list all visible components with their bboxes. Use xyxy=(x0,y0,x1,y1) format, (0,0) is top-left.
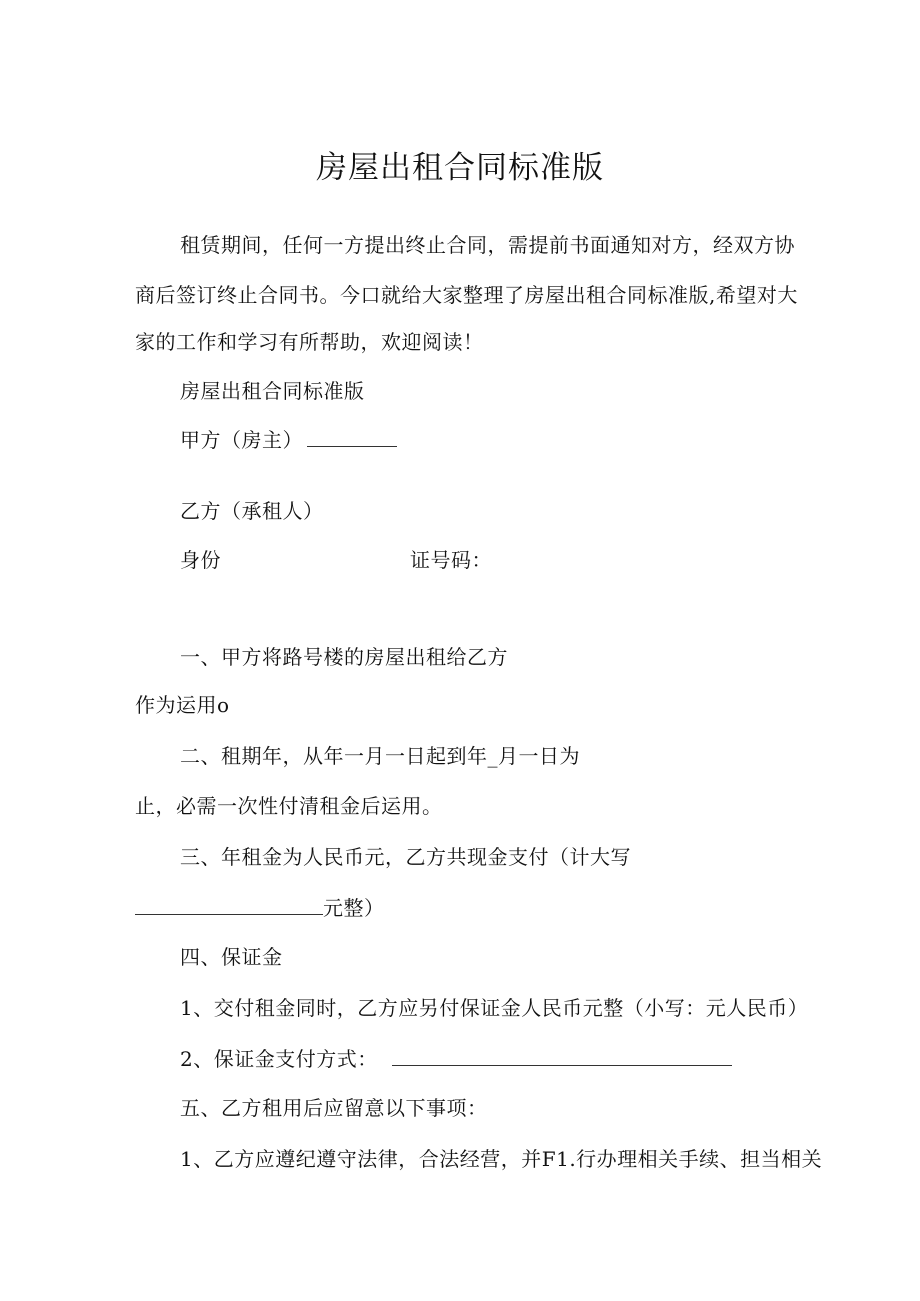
clause-4-title: 四、保证金 xyxy=(180,945,283,969)
clause-3-line-2 xyxy=(135,896,385,920)
id-label: 身份 xyxy=(180,548,221,572)
payment-method-blank xyxy=(392,1047,732,1066)
clause-2-line-1: 二、租期年，从年一月一日起到年_月一日为 xyxy=(180,744,580,768)
document-title: 房屋出租合同标准版 xyxy=(316,150,604,186)
party-a-label: 甲方（房主） xyxy=(180,428,303,452)
clause-4-item-1: 1、交付租金同时，乙方应另付保证金人民币元整（小写：元人民币） xyxy=(180,996,809,1020)
intro-line-3: 家的工作和学习有所帮助，欢迎阅读！ xyxy=(135,330,484,354)
party-a-row xyxy=(180,428,397,452)
clause-1-line-2: 作为运用o xyxy=(135,693,230,717)
clause-3-line-1: 三、年租金为人民币元，乙方共现金支付（计大写 xyxy=(180,845,631,869)
clause-4-item-2-label: 2、保证金支付方式： xyxy=(180,1047,378,1071)
party-b-label: 乙方（承租人） xyxy=(180,499,324,523)
party-a-blank xyxy=(307,428,397,447)
amount-in-words-blank xyxy=(135,896,323,915)
clause-2-line-2: 止，必需一次性付清租金后运用。 xyxy=(135,794,443,818)
id-number-label: 证号码： xyxy=(410,548,492,572)
clause-3-suffix: 元整） xyxy=(323,896,385,920)
clause-5-title: 五、乙方租用后应留意以下事项： xyxy=(180,1096,488,1120)
clause-5-item-1: 1、乙方应遵纪遵守法律，合法经营，并F1.行办理相关手续、担当相关 xyxy=(180,1147,823,1171)
intro-line-2: 商后签订终止合同书。今口就给大家整理了房屋出租合同标准版,希望对大 xyxy=(135,283,798,307)
intro-line-1: 租赁期间，任何一方提出终止合同，需提前书面通知对方，经双方协 xyxy=(180,233,795,257)
clause-4-item-2-row xyxy=(180,1047,732,1071)
contract-subtitle: 房屋出租合同标准版 xyxy=(180,379,365,403)
clause-1-line-1: 一、甲方将路号楼的房屋出租给乙方 xyxy=(180,645,508,669)
